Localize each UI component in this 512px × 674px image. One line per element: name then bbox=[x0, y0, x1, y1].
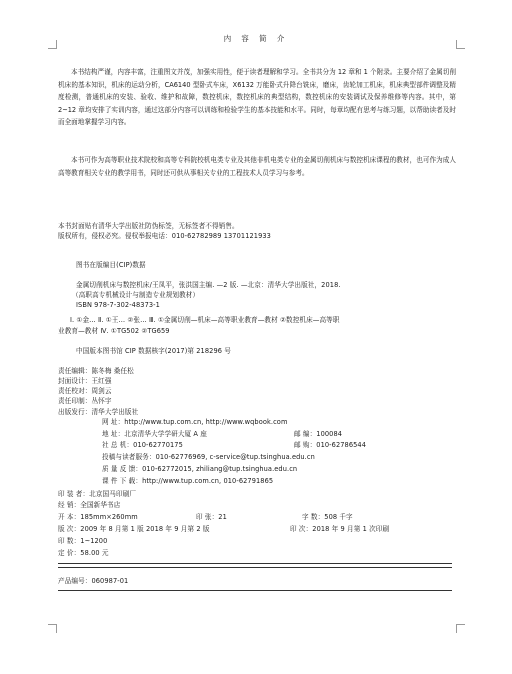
distributor-line bbox=[58, 501, 120, 509]
sheets-label: 印 张： bbox=[196, 513, 219, 521]
words-value: 508 千字 bbox=[324, 513, 353, 521]
courseware-label: 课 件 下 载： bbox=[102, 477, 143, 485]
anti-counterfeit-notice: 本书封面贴有清华大学出版社防伪标签，无标签者不得销售。 bbox=[58, 222, 239, 230]
cip-isbn: ISBN 978-7-302-48373-1 bbox=[76, 301, 160, 309]
credit-label: 责任校对： bbox=[58, 387, 92, 395]
edition-label: 版 次： bbox=[58, 525, 81, 533]
credit-label: 封面设计： bbox=[58, 377, 92, 385]
website-value: http://www.tup.com.cn, http://www.wqbook.com bbox=[124, 418, 288, 426]
cip-heading: 图书在版编目(CIP)数据 bbox=[76, 261, 146, 269]
switchboard-value: 010-62770175 bbox=[133, 441, 183, 449]
copies-line bbox=[58, 537, 107, 545]
postcode-value: 100084 bbox=[316, 430, 343, 438]
cip-series-line: （高职高专机械设计与制造专业规划教材） bbox=[72, 291, 200, 299]
mailorder-value: 010-62786544 bbox=[316, 441, 367, 449]
sheets-value: 21 bbox=[218, 513, 227, 521]
cip-library-record: 中国版本图书馆 CIP 数据核字(2017)第 218296 号 bbox=[76, 347, 231, 355]
credit-value: 陈冬梅 桑任松 bbox=[91, 367, 134, 375]
service-value: 010-62776969, c-service@tup.tsinghua.edu.cn bbox=[155, 453, 315, 461]
price-label: 定 价： bbox=[58, 549, 81, 557]
copyright-notice: 版权所有，侵权必究。侵权举报电话：010-62782989 13701121933 bbox=[58, 232, 271, 240]
postcode-label: 邮 编： bbox=[294, 430, 317, 438]
credit-label: 责任印制： bbox=[58, 397, 92, 405]
sheets-line bbox=[196, 513, 227, 521]
address-label: 地 址： bbox=[102, 430, 125, 438]
crop-mark-bottom-right bbox=[456, 624, 465, 633]
credit-cover-design bbox=[58, 377, 112, 385]
printing-label: 印 次： bbox=[290, 525, 313, 533]
printing-value: 2018 年 9 月第 1 次印刷 bbox=[312, 525, 390, 533]
address-value: 北京清华大学学研大厦 A 座 bbox=[124, 430, 207, 438]
cip-subjects-line-2: 业教育—教材 Ⅳ. ①TG502 ②TG659 bbox=[58, 327, 170, 335]
summary-paragraph-1: 本书结构严谨，内容丰富，注重图文并茂，加强实用性，便于读者理解和学习。全书共分为 12 章和 1 个附录。主要介绍了金属切削机床的基本知识，机床的运动分析，CA6140 型卧式车床，X6132 万能卧式升降台铣床，磨床，齿轮加工机床，机床典型部件调整及精度检测，普通机床的安装、验收、维护和故障，数控机床，数控机床的典型结构，数控机床的安装调试及保养维修等内容。其中，第 2~12 章均安排了实训内容，通过这部分内容可以训练和检验学生的基本技能和水平。同时，每章均配有思考与练习题，以帮助读者及时而全面地掌握学习内容。 bbox=[58, 68, 456, 127]
product-code: 产品编号：060987-01 bbox=[58, 577, 129, 585]
printer-label: 印 装 者： bbox=[58, 490, 90, 498]
website-label: 网 址： bbox=[102, 418, 125, 426]
publisher-courseware bbox=[102, 477, 273, 485]
publisher-name bbox=[58, 408, 138, 416]
switchboard-label: 社 总 机： bbox=[102, 441, 134, 449]
publisher-mailorder bbox=[294, 441, 366, 449]
printer-line bbox=[58, 490, 136, 498]
quality-value: 010-62772015, zhiliang@tup.tsinghua.edu.cn bbox=[142, 465, 298, 473]
credit-label: 责任编辑： bbox=[58, 367, 92, 375]
price-line bbox=[58, 549, 109, 557]
price-value: 58.00 元 bbox=[80, 549, 109, 557]
cip-book-line: 金属切削机床与数控机床/王凤平，张洪国主编. —2 版. —北京：清华大学出版社，2018. bbox=[76, 281, 341, 289]
publisher-website bbox=[102, 418, 287, 426]
edition-line bbox=[58, 525, 210, 533]
crop-mark-bottom-left bbox=[48, 624, 57, 633]
separator-double-rule bbox=[58, 563, 452, 568]
copies-label: 印 数： bbox=[58, 537, 81, 545]
cip-subjects-line-1: Ⅰ. ①金… Ⅱ. ①王… ②张… Ⅲ. ①金属切削—机床—高等职业教育—教材 ②数控机床—高等职 bbox=[70, 316, 340, 324]
format-label: 开 本： bbox=[58, 513, 81, 521]
credit-printing-manager bbox=[58, 397, 112, 405]
words-line bbox=[302, 513, 353, 521]
format-line bbox=[58, 513, 138, 521]
quality-label: 质 量 反 馈： bbox=[102, 465, 143, 473]
publisher-quality-feedback bbox=[102, 465, 297, 473]
words-label: 字 数： bbox=[302, 513, 325, 521]
printer-value: 北京国马印刷厂 bbox=[89, 490, 137, 498]
separator-rule bbox=[58, 590, 452, 591]
summary-paragraph-2: 本书可作为高等职业技术院校和高等专科院校机电类专业及其他非机电类专业的金属切削机床与数控机床课程的教材，也可作为成人高等教育相关专业的教学用书，同时还可供从事相关专业的工程技术人员学习与参考。 bbox=[58, 156, 456, 177]
courseware-value: http://www.tup.com.cn, 010-62791865 bbox=[142, 477, 274, 485]
mailorder-label: 邮 购： bbox=[294, 441, 317, 449]
printing-line bbox=[290, 525, 389, 533]
publisher-reader-service bbox=[102, 453, 315, 461]
credit-value: 丛怀宇 bbox=[91, 397, 112, 405]
distributor-value: 全国新华书店 bbox=[80, 501, 121, 509]
edition-value: 2009 年 8 月第 1 版 2018 年 9 月第 2 版 bbox=[80, 525, 210, 533]
publisher-postcode bbox=[294, 430, 342, 438]
publisher-switchboard bbox=[102, 441, 183, 449]
distributor-label: 经 销： bbox=[58, 501, 81, 509]
publisher-label: 出版发行： bbox=[58, 408, 92, 416]
credit-proofreader bbox=[58, 387, 112, 395]
credit-value: 王红强 bbox=[91, 377, 112, 385]
publisher-address bbox=[102, 430, 207, 438]
service-label: 投稿与读者服务： bbox=[102, 453, 156, 461]
publisher-value: 清华大学出版社 bbox=[91, 408, 139, 416]
format-value: 185mm×260mm bbox=[80, 513, 138, 521]
copies-value: 1~1200 bbox=[80, 537, 108, 545]
credit-value: 周剑云 bbox=[91, 387, 112, 395]
content-summary-title: 内 容 简 介 bbox=[223, 34, 289, 43]
credit-editor bbox=[58, 367, 134, 375]
